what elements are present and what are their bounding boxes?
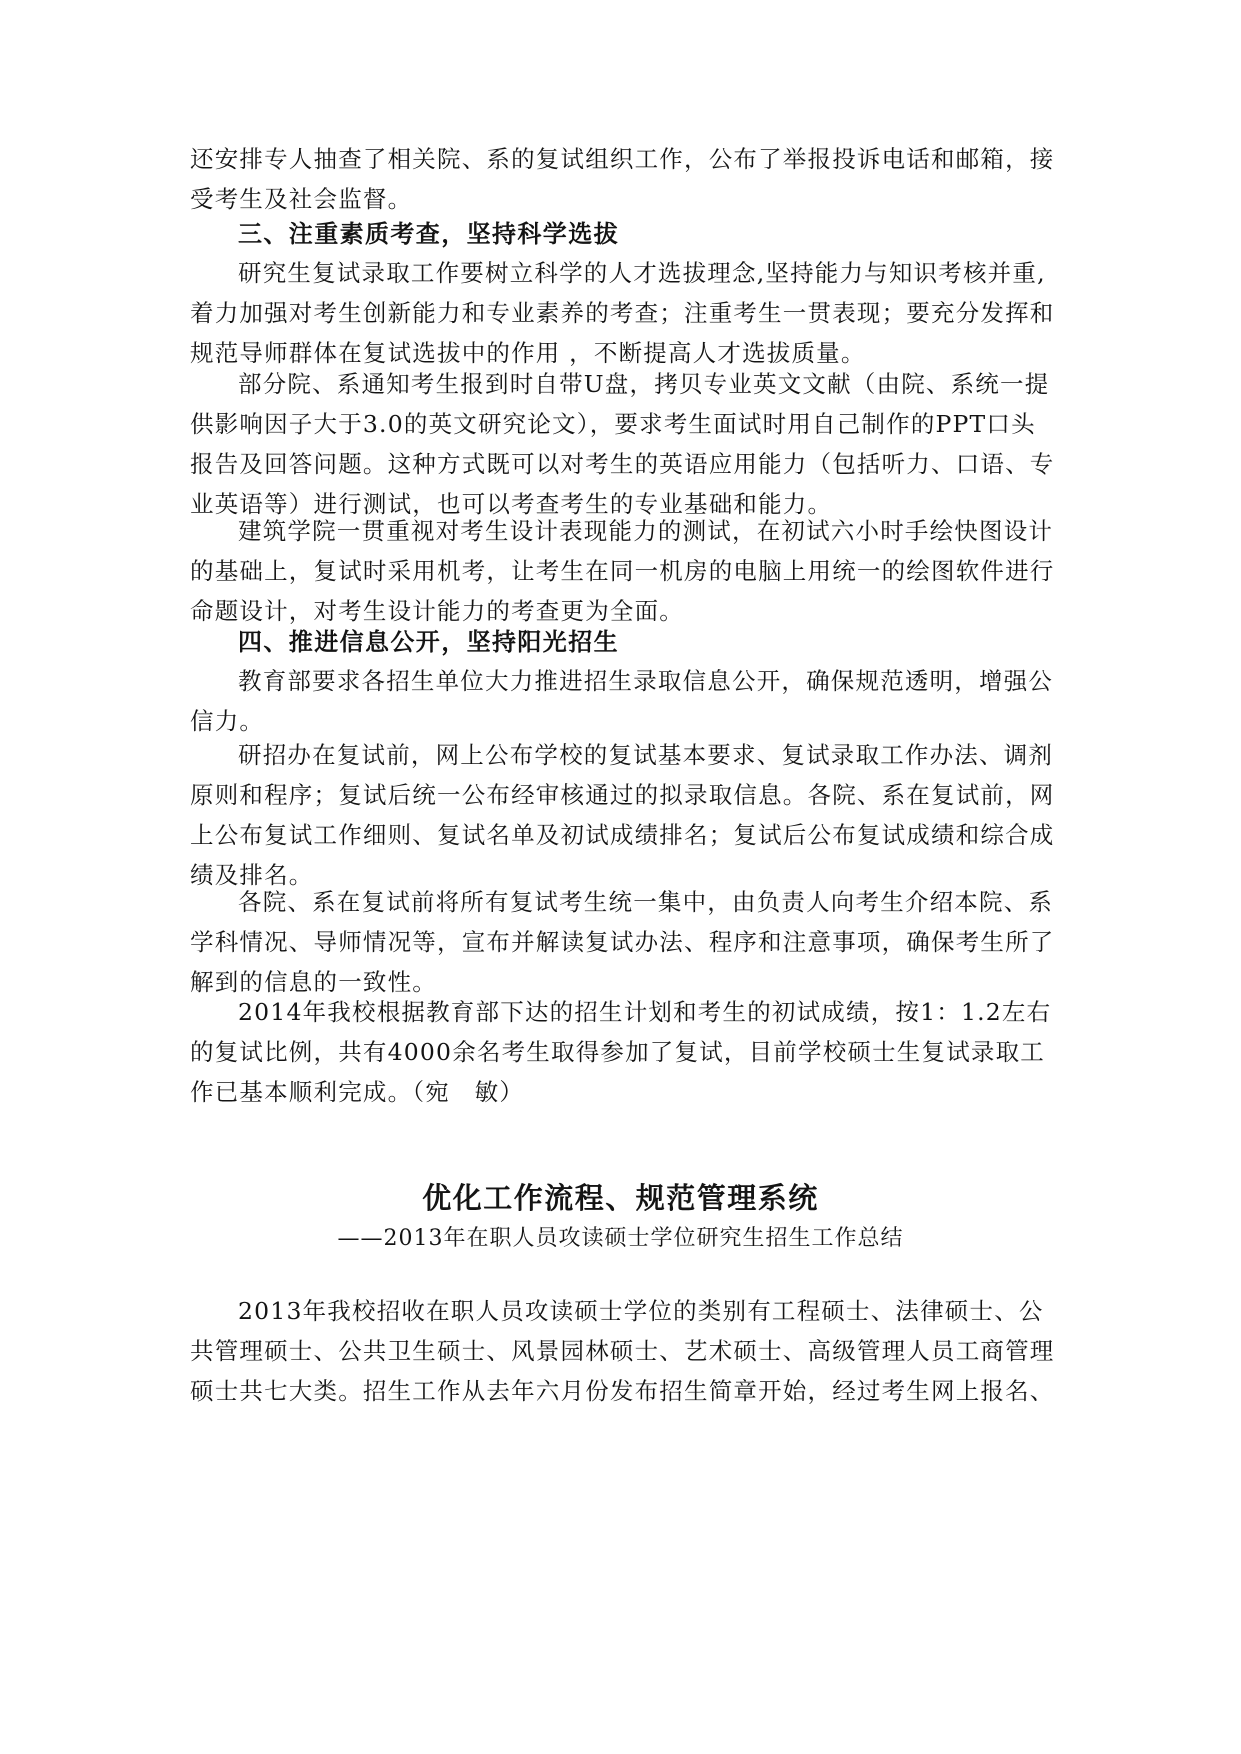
- text-line: 绩及排名。: [190, 861, 314, 889]
- text-line: 还安排专人抽查了相关院、系的复试组织工作，公布了举报投诉电话和邮箱，接: [190, 145, 1055, 173]
- text-line: 业英语等）进行测试，也可以考查考生的专业基础和能力。: [190, 490, 833, 518]
- article2-paragraph-1: [190, 1293, 1055, 1413]
- section4-paragraph-2: [190, 737, 1055, 897]
- text-line: 信力。: [190, 707, 265, 735]
- article-subtitle: ——2013年在职人员攻读硕士学位研究生招生工作总结: [337, 1226, 904, 1251]
- text-line: 的复试比例，共有4000余名考生取得参加了复试，目前学校硕士生复试录取工: [190, 1038, 1046, 1066]
- text-line: 原则和程序；复试后统一公布经审核通过的拟录取信息。各院、系在复试前，网: [190, 781, 1055, 809]
- text-line: 2013年我校招收在职人员攻读硕士学位的类别有工程硕士、法律硕士、公: [238, 1297, 1044, 1325]
- section-heading-3: 三、注重素质考查，坚持科学选拔: [238, 219, 619, 248]
- section-heading-4: 四、推进信息公开，坚持阳光招生: [238, 627, 619, 656]
- section4-paragraph-3: [190, 884, 1055, 1004]
- section3-paragraph-3: [190, 513, 1055, 633]
- text-line: 学科情况、导师情况等，宣布并解读复试办法、程序和注意事项，确保考生所了: [190, 928, 1055, 956]
- text-line: 研招办在复试前，网上公布学校的复试基本要求、复试录取工作办法、调剂: [238, 741, 1054, 769]
- text-line: 着力加强对考生创新能力和专业素养的考查；注重考生一贯表现；要充分发挥和: [190, 299, 1055, 327]
- text-line: 供影响因子大于3.0的英文研究论文），要求考生面试时用自己制作的PPT口头: [190, 410, 1036, 438]
- text-line: 上公布复试工作细则、复试名单及初试成绩排名；复试后公布复试成绩和综合成: [190, 821, 1055, 849]
- text-line: 受考生及社会监督。: [190, 185, 413, 213]
- text-line: 研究生复试录取工作要树立科学的人才选拔理念,坚持能力与知识考核并重,: [238, 259, 1046, 287]
- text-line: 报告及回答问题。这种方式既可以对考生的英语应用能力（包括听力、口语、专: [190, 450, 1055, 478]
- section3-paragraph-1: [190, 255, 1055, 375]
- text-line: 各院、系在复试前将所有复试考生统一集中，由负责人向考生介绍本院、系: [238, 888, 1054, 916]
- section4-paragraph-1: [190, 663, 1054, 743]
- text-line: 部分院、系通知考生报到时自带U盘，拷贝专业英文文献（由院、系统一提: [238, 370, 1050, 398]
- section3-paragraph-2: [190, 366, 1055, 526]
- text-line: 2014年我校根据教育部下达的招生计划和考生的初试成绩，按1：1.2左右: [238, 998, 1052, 1026]
- text-line: 解到的信息的一致性。: [190, 968, 437, 996]
- text-line: 硕士共七大类。招生工作从去年六月份发布招生简章开始，经过考生网上报名、: [190, 1377, 1055, 1405]
- section4-paragraph-4: [190, 994, 1050, 1114]
- text-line: 命题设计，对考生设计能力的考查更为全面。: [190, 597, 684, 625]
- text-line: 共管理硕士、公共卫生硕士、风景园林硕士、艺术硕士、高级管理人员工商管理: [190, 1337, 1055, 1365]
- text-line: 建筑学院一贯重视对考生设计表现能力的测试，在初试六小时手绘快图设计: [238, 517, 1054, 545]
- text-line: 的基础上，复试时采用机考，让考生在同一机房的电脑上用统一的绘图软件进行: [190, 557, 1055, 585]
- text-line: 作已基本顺利完成。（宛 敏）: [190, 1078, 525, 1106]
- text-line: 规范导师群体在复试选拔中的作用 ，不断提高人才选拔质量。: [190, 339, 866, 367]
- paragraph-continued: [190, 141, 1055, 221]
- text-line: 教育部要求各招生单位大力推进招生录取信息公开，确保规范透明，增强公: [238, 667, 1054, 695]
- article-title: 优化工作流程、规范管理系统: [422, 1181, 819, 1215]
